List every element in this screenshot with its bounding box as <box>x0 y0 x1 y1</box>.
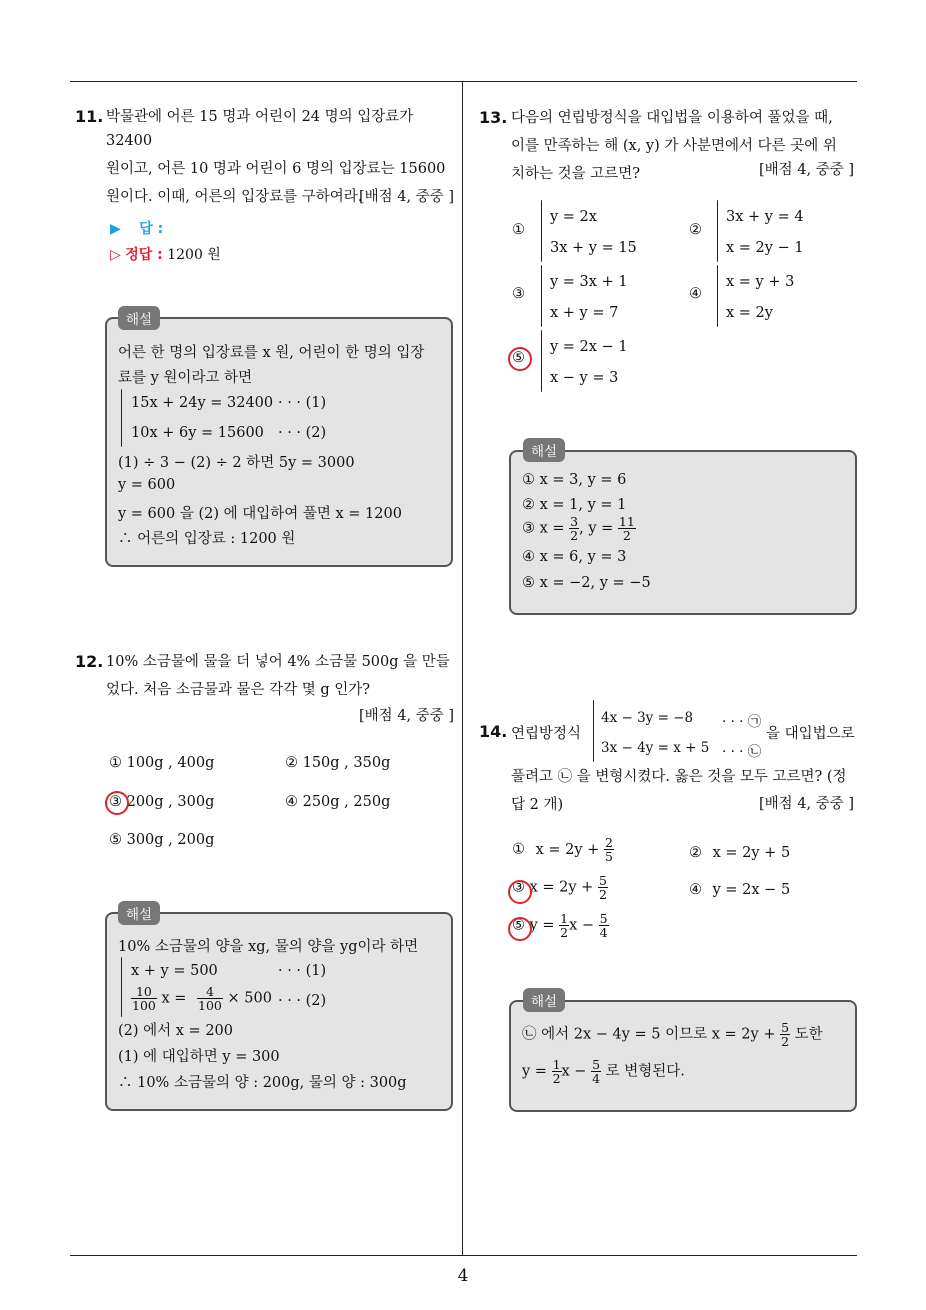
option-equation: 3x + y = 4 <box>726 209 804 225</box>
option-equation: y = 2x <box>550 209 597 225</box>
solution-line: y = 600 을 (2) 에 대입하여 풀면 x = 1200 <box>118 506 402 522</box>
page-number: 4 <box>457 1266 469 1286</box>
option-mark: ④ <box>689 882 702 898</box>
solution-text: , y = <box>579 520 614 537</box>
question-line: 치하는 것을 고르면? <box>511 166 641 182</box>
selected-circle-icon <box>105 791 129 815</box>
solution-line: y = 600 <box>118 477 176 493</box>
option-equation: x − y = 3 <box>550 370 619 386</box>
solution-line: ⑤ x = −2, y = −5 <box>522 575 651 591</box>
fraction-numerator: 11 <box>618 514 635 529</box>
correct-marker-icon: ▷ <box>110 247 121 263</box>
question-line: 풀려고 ㉡ 을 변형시켰다. 옳은 것을 모두 고르면? (정 <box>511 769 847 785</box>
solution-tag: 해설 <box>523 438 565 462</box>
system-brace <box>541 200 542 262</box>
system-brace <box>717 200 718 262</box>
question-lead: 연립방정식 <box>511 726 582 742</box>
option-2[interactable]: ② 150g , 350g <box>285 755 391 771</box>
solution-box <box>509 1000 857 1112</box>
score-label: [배점 4, 중중 ] <box>758 162 854 178</box>
fraction-numerator: 10 <box>131 985 157 999</box>
fraction-denominator: 2 <box>781 1034 790 1049</box>
solution-tag: 해설 <box>118 306 160 330</box>
fraction-denominator: 100 <box>132 998 156 1013</box>
score-label: [배점 4, 중중 ] <box>758 796 854 812</box>
option-3[interactable]: ③ 200g , 300g <box>109 794 215 810</box>
solution-text: ③ x = <box>522 520 565 537</box>
fraction-numerator: 3 <box>570 514 579 529</box>
question-text <box>106 650 456 702</box>
solution-line: ∴ 어른의 입장료 : 1200 원 <box>118 531 296 547</box>
solution-fraction-line <box>522 1058 685 1085</box>
fraction-numerator: 5 <box>599 911 608 926</box>
solution-fraction-line <box>522 515 636 542</box>
option-mark: ③ <box>512 879 525 896</box>
option-equation: x + y = 7 <box>550 305 619 321</box>
option-4[interactable]: ④ 250g , 250g <box>285 794 391 810</box>
fraction-numerator: 2 <box>604 835 613 850</box>
option-text: y = <box>529 917 555 934</box>
solution-text: × 500 <box>227 990 272 1007</box>
solution-line: 15x + 24y = 32400 <box>131 395 274 411</box>
option-equation: x = 2y <box>726 305 773 321</box>
correct-label: 정답 : <box>125 247 163 263</box>
system-brace <box>541 330 542 392</box>
fraction-numerator: 1 <box>552 1057 561 1072</box>
option-1[interactable]: ① <box>512 222 525 238</box>
question-number: 11. <box>75 107 104 126</box>
solution-line: 10x + 6y = 15600 <box>131 425 264 441</box>
system-brace <box>717 265 718 327</box>
bottom-rule <box>70 1255 857 1256</box>
answer-line <box>110 218 163 238</box>
question-line: 이를 만족하는 해 (x, y) 가 사분면에서 다른 곳에 위 <box>511 138 837 154</box>
question-line: 었다. 처음 소금물과 물은 각각 몇 g 인가? <box>106 682 371 698</box>
question-line: 10% 소금물에 물을 더 넣어 4% 소금물 500g 을 만들 <box>106 654 450 670</box>
fraction-numerator: 5 <box>781 1020 790 1035</box>
option-5[interactable]: ⑤ 300g , 200g <box>109 832 215 848</box>
option-text: x = 2y + 5 <box>712 845 791 861</box>
solution-text: ㉡ 에서 2x − 4y = 5 이므로 x = 2y + <box>522 1026 776 1043</box>
option-text: x − <box>569 917 595 934</box>
option-1[interactable] <box>512 836 614 863</box>
solution-line: 어른 한 명의 입장료를 x 원, 어린이 한 명의 입장 <box>118 345 425 361</box>
fraction-denominator: 2 <box>560 925 569 940</box>
fraction-denominator: 2 <box>622 528 631 543</box>
answer-marker-icon: ▶ <box>110 221 121 237</box>
solution-line: · · · (1) <box>278 963 327 979</box>
solution-fraction-line <box>131 985 272 1012</box>
option-4[interactable]: ④ <box>689 286 702 302</box>
correct-answer-line <box>110 244 221 264</box>
solution-line: 료를 y 원이라고 하면 <box>118 370 253 386</box>
solution-line: ② x = 1, y = 1 <box>522 497 627 513</box>
question-line: 답 2 개) <box>511 797 564 813</box>
question-line: 박물관에 어른 15 명과 어린이 24 명의 입장료가 32400 <box>106 109 414 149</box>
fraction-numerator: 4 <box>197 985 223 999</box>
selected-circle-icon <box>508 347 532 371</box>
solution-text: 도한 <box>790 1026 823 1043</box>
question-number: 14. <box>479 722 508 741</box>
top-rule <box>70 81 857 82</box>
option-mark: ⑤ <box>512 917 525 934</box>
question-line: 원이다. 이때, 어른의 입장료를 구하여라. <box>106 189 363 205</box>
solution-line: ① x = 3, y = 6 <box>522 472 627 488</box>
solution-line: (1) 에 대입하면 y = 300 <box>118 1049 280 1065</box>
system-brace <box>593 700 594 762</box>
solution-tag: 해설 <box>523 988 565 1012</box>
solution-text: y = <box>522 1063 547 1080</box>
fraction-denominator: 5 <box>604 849 613 864</box>
option-5[interactable]: ⑤ <box>512 350 525 366</box>
solution-line: x + y = 500 <box>131 963 218 979</box>
question-number: 13. <box>479 108 508 127</box>
question-line: 원이고, 어른 10 명과 어린이 6 명의 입장료는 15600 <box>106 161 446 177</box>
question-equation: 3x − 4y = x + 5 <box>601 740 710 756</box>
equation-tag: · · · ㉡ <box>722 744 762 760</box>
option-2[interactable]: ② <box>689 222 702 238</box>
option-3[interactable]: ③ <box>512 286 525 302</box>
fraction-numerator: 5 <box>592 1057 601 1072</box>
correct-value: 1200 원 <box>167 247 221 263</box>
solution-line: 10% 소금물의 양을 xg, 물의 양을 yg이라 하면 <box>118 939 419 955</box>
option-text: y = 2x − 5 <box>712 882 791 898</box>
system-brace <box>541 265 542 327</box>
solution-text: 로 변형된다. <box>601 1063 685 1080</box>
option-equation: y = 2x − 1 <box>550 339 628 355</box>
fraction-numerator: 1 <box>560 911 569 926</box>
solution-line: (2) 에서 x = 200 <box>118 1023 233 1039</box>
question-line: 다음의 연립방정식을 대입법을 이용하여 풀었을 때, <box>511 110 833 126</box>
fraction-denominator: 100 <box>198 998 222 1013</box>
score-label: [배점 4, 중중 ] <box>358 189 454 205</box>
option-4[interactable] <box>689 882 790 898</box>
solution-line: ∴ 10% 소금물의 양 : 200g, 물의 양 : 300g <box>118 1075 407 1091</box>
answer-label: 답 : <box>139 221 164 237</box>
option-mark: ② <box>689 845 702 861</box>
option-equation: x = y + 3 <box>726 274 795 290</box>
system-brace <box>121 389 122 447</box>
system-brace <box>121 957 122 1017</box>
option-text: x = 2y + <box>535 841 600 858</box>
solution-line: · · · (2) <box>278 425 327 441</box>
selected-circle-icon <box>508 880 532 904</box>
fraction-numerator: 5 <box>598 873 607 888</box>
column-divider <box>462 82 463 1256</box>
solution-tag: 해설 <box>118 901 160 925</box>
question-number: 12. <box>75 652 104 671</box>
solution-fraction-line <box>522 1021 823 1048</box>
option-equation: x = 2y − 1 <box>726 240 804 256</box>
option-equation: y = 3x + 1 <box>550 274 628 290</box>
fraction-denominator: 4 <box>592 1071 601 1086</box>
fraction-denominator: 2 <box>570 528 579 543</box>
score-label: [배점 4, 중중 ] <box>358 708 454 724</box>
solution-text: x = <box>161 990 187 1007</box>
solution-line: (1) ÷ 3 − (2) ÷ 2 하면 5y = 3000 <box>118 455 355 471</box>
question-equation: 4x − 3y = −8 <box>601 710 694 726</box>
option-text: x = 2y + <box>529 879 594 896</box>
equation-tag: · · · ㉠ <box>722 714 762 730</box>
solution-line: · · · (2) <box>278 993 327 1009</box>
solution-line: ④ x = 6, y = 3 <box>522 549 627 565</box>
fraction-denominator: 2 <box>598 887 607 902</box>
option-mark: ① <box>512 841 525 858</box>
fraction-denominator: 4 <box>599 925 608 940</box>
solution-line: · · · (1) <box>278 395 327 411</box>
question-tail: 을 대입법으로 <box>766 726 855 742</box>
option-2[interactable] <box>689 845 790 861</box>
option-equation: 3x + y = 15 <box>550 240 637 256</box>
fraction-denominator: 2 <box>552 1071 561 1086</box>
option-1[interactable]: ① 100g , 400g <box>109 755 215 771</box>
selected-circle-icon <box>508 917 532 941</box>
solution-text: x − <box>561 1063 587 1080</box>
